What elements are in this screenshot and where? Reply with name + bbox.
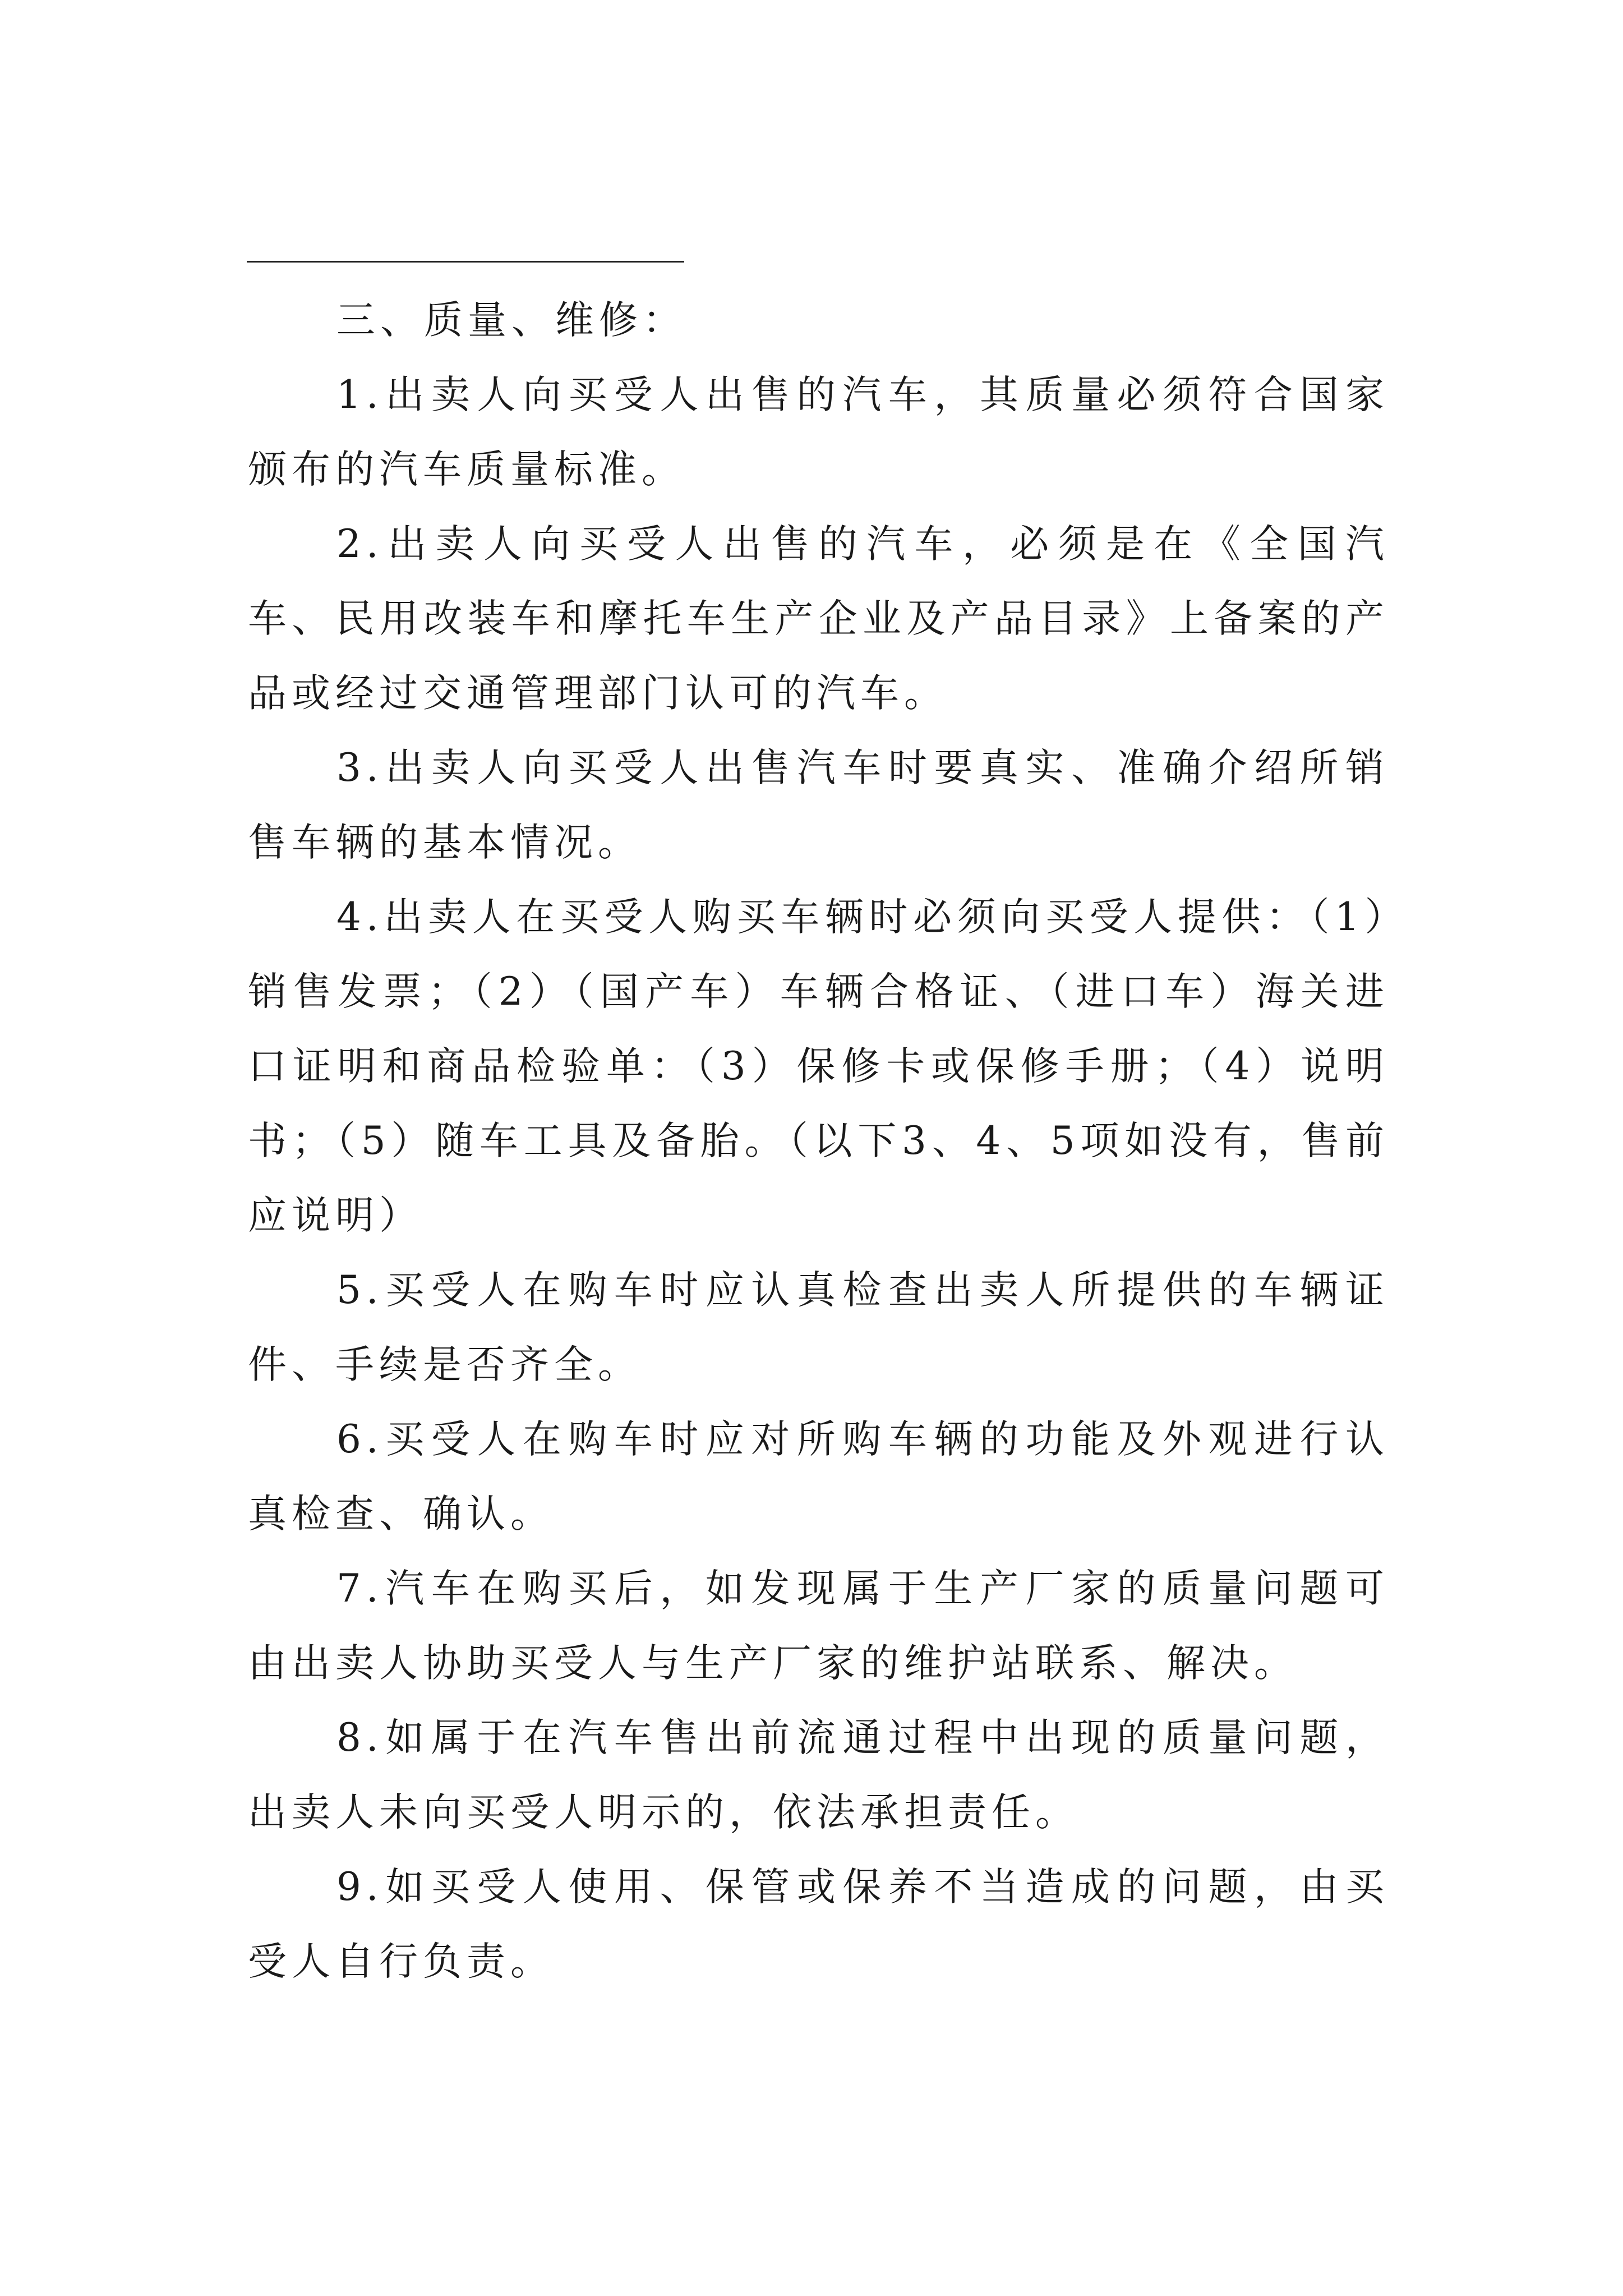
section-heading: 三、质量、维修： (336, 298, 686, 343)
paragraph-6: 6.买受人在购车时应对所购车辆的功能及外观进行认真检查、确认。 (248, 1417, 1389, 1536)
paragraph-3: 3.出卖人向买受人出售汽车时要真实、准确介绍所销售车辆的基本情况。 (248, 746, 1389, 865)
paragraph-5: 5.买受人在购车时应认真检查出卖人所提供的车辆证件、手续是否齐全。 (248, 1268, 1389, 1387)
paragraph-4: 4.出卖人在买受人购买车辆时必须向买受人提供：（1）销售发票；（2）（国产车）车辆合格证、（进口车）海关进口证明和商品检验单：（3）保修卡或保修手册；（4）说明书；（5）随车工具及备胎。（以下3、4、5项如没有，售前应说明） (248, 895, 1389, 1238)
paragraph-1: 1.出卖人向买受人出售的汽车，其质量必须符合国家颁布的汽车质量标准。 (248, 372, 1389, 492)
paragraph-2: 2.出卖人向买受人出售的汽车，必须是在《全国汽车、民用改装车和摩托车生产企业及产品目录》上备案的产品或经过交通管理部门认可的汽车。 (248, 522, 1389, 716)
paragraph-8: 8.如属于在汽车售出前流通过程中出现的质量问题，出卖人未向买受人明示的，依法承担责任。 (248, 1715, 1389, 1835)
footnote-separator-rule (247, 261, 684, 263)
document-body (248, 283, 1389, 1999)
paragraph-9: 9.如买受人使用、保管或保养不当造成的问题，由买受人自行负责。 (248, 1865, 1389, 1984)
paragraph-7: 7.汽车在购买后，如发现属于生产厂家的质量问题可由出卖人协助买受人与生产厂家的维护站联系、解决。 (248, 1566, 1389, 1686)
